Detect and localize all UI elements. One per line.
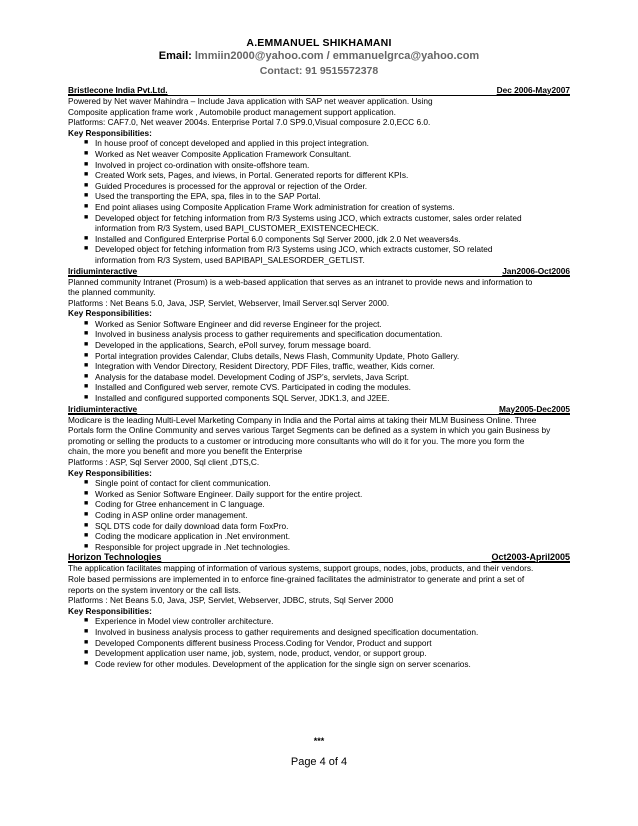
responsibilities-list (68, 138, 570, 265)
company-name: Bristlecone India Pvt.Ltd. (68, 85, 168, 95)
bullet-text: Created Work sets, Pages, and iviews, in Portal. Generated reports for different KPIs. (95, 170, 409, 181)
list-item (68, 223, 570, 234)
description-line: The application facilitates mapping of information of various systems, support groups, nodes, jobs, products, and their vendors. (68, 563, 534, 574)
description-line: Platforms: CAF7.0, Net weaver 2004s. Enterprise Portal 7.0 SP9.0,Visual composure 2.0,ECC 6.0. (68, 117, 431, 128)
square-bullet-icon: ■ (84, 192, 89, 200)
job-header (68, 404, 570, 415)
contact-line: Contact: 91 9515572378 (259, 65, 379, 77)
list-item (68, 382, 570, 393)
square-bullet-icon: ■ (84, 319, 89, 327)
list-item (68, 542, 570, 553)
square-bullet-icon: ■ (84, 139, 89, 147)
square-bullet-icon: ■ (84, 213, 89, 221)
bullet-text: Worked as Senior Software Engineer. Daily support for the entire project. (95, 488, 363, 499)
bullet-text: Developed object for fetching information from R/3 Systems using JCO, which extracts customer, SO related (95, 244, 493, 255)
list-item (68, 627, 570, 638)
list-item (68, 351, 570, 362)
bullet-text: information from R/3 System, used BAPI_CUSTOMER_EXISTENCECHECK. (95, 223, 379, 234)
responsibilities-list (68, 478, 570, 552)
square-bullet-icon: ■ (84, 638, 89, 646)
list-item (68, 372, 570, 383)
bullet-text: Portal integration provides Calendar, Clubs details, News Flash, Community Update, Photo Gallery. (95, 350, 460, 361)
list-item (68, 648, 570, 659)
bullet-text: Developed in the applications, Search, ePoll survey, forum message board. (95, 340, 372, 351)
list-item (68, 234, 570, 245)
square-bullet-icon: ■ (84, 362, 89, 370)
list-item (68, 244, 570, 255)
job-header (68, 266, 570, 277)
square-bullet-icon: ■ (84, 149, 89, 157)
square-bullet-icon: ■ (84, 510, 89, 518)
responsibilities-list (68, 319, 570, 404)
list-item (68, 138, 570, 149)
bullet-text: End point aliases using Composite Application Frame Work administration for creation of systems. (95, 201, 455, 212)
description-line: Powered by Net waver Mahindra – Include Java application with SAP net weaver application. Using (68, 96, 433, 106)
bullet-text: Involved in business analysis process to gather requirements and specification documentation. (95, 329, 443, 340)
responsibilities-heading: Key Responsibilities: (68, 467, 152, 478)
bullet-text: Guided Procedures is processed for the approval or rejection of the Order. (95, 180, 368, 191)
bullet-text: Code review for other modules. Development of the application for the single sign on server scenarios. (95, 658, 471, 669)
list-item (68, 181, 570, 192)
email-value: lmmiin2000@yahoo.com / emmanuelgrca@yahoo.com (194, 50, 480, 62)
square-bullet-icon: ■ (84, 160, 89, 168)
square-bullet-icon: ■ (84, 330, 89, 338)
list-item (68, 255, 570, 266)
responsibilities-heading: Key Responsibilities: (68, 605, 152, 616)
job-entry (68, 552, 570, 669)
bullet-text: Single point of contact for client communication. (95, 478, 271, 489)
square-bullet-icon: ■ (84, 649, 89, 657)
list-item (68, 340, 570, 351)
job-header (68, 552, 570, 563)
bullet-text: Involved in project co-ordination with onsite-offshore team. (95, 159, 310, 170)
bullet-text: Involved in business analysis process to gather requirements and designed specification documentation. (95, 626, 479, 637)
responsibilities-heading: Key Responsibilities: (68, 127, 152, 138)
bullet-text: Developed Components different business Process.Coding for Vendor, Product and support (95, 637, 432, 648)
list-item (68, 160, 570, 171)
bullet-text: information from R/3 System, used BAPIBAPI_SALESORDER_GETLIST. (95, 254, 365, 265)
list-item (68, 191, 570, 202)
square-bullet-icon: ■ (84, 659, 89, 667)
square-bullet-icon: ■ (84, 500, 89, 508)
list-item (68, 170, 570, 181)
list-item (68, 510, 570, 521)
list-item (68, 616, 570, 627)
bullet-text: Analysis for the database model. Development Coding of JSP’s, servlets, Java Script. (95, 371, 409, 382)
bullet-text: In house proof of concept developed and applied in this project integration. (95, 138, 369, 149)
square-bullet-icon: ■ (84, 181, 89, 189)
description-line: Composite application frame work , Automobile product management support application. (68, 106, 396, 117)
square-bullet-icon: ■ (84, 479, 89, 487)
company-name: Horizon Technologies (68, 552, 162, 563)
responsibilities-heading: Key Responsibilities: (68, 308, 152, 319)
job-header (68, 85, 570, 96)
description-line: chain, the more you benefit and more you benefit the Enterprise (68, 446, 303, 457)
square-bullet-icon: ■ (84, 617, 89, 625)
list-item (68, 638, 570, 649)
candidate-name: A.EMMANUEL SHIKHAMANI (246, 37, 392, 49)
list-item (68, 659, 570, 670)
square-bullet-icon: ■ (84, 532, 89, 540)
list-item (68, 521, 570, 532)
square-bullet-icon: ■ (84, 394, 89, 402)
job-dates: May2005-Dec2005 (498, 403, 570, 414)
square-bullet-icon: ■ (84, 521, 89, 529)
bullet-text: Used the transporting the EPA, spa, files in to the SAP Portal. (95, 191, 321, 202)
job-entry (68, 85, 570, 266)
job-dates: Jan2006-Oct2006 (502, 265, 570, 276)
square-bullet-icon: ■ (84, 234, 89, 242)
square-bullet-icon: ■ (84, 627, 89, 635)
list-item (68, 489, 570, 500)
description-line: Platforms : Net Beans 5.0, Java, JSP, Servlet, Webserver, JDBC, struts, Sql Server 2000 (68, 595, 394, 606)
bullet-text: Development application user name, job, system, node, product, vendor, or support group. (95, 648, 427, 659)
bullet-text: Integration with Vendor Directory, Resident Directory, PDF Files, traffic, weather, Kids corner. (95, 361, 435, 372)
square-bullet-icon: ■ (84, 341, 89, 349)
description-line: reports on the system inventory or the call lists. (68, 584, 241, 595)
description-line: the planned community. (68, 287, 156, 298)
job-dates: Oct2003-April2005 (491, 552, 570, 563)
company-name: Iridiuminteractive (68, 265, 138, 276)
job-entry (68, 266, 570, 404)
bullet-text: Worked as Senior Software Engineer and did reverse Engineer for the project. (95, 318, 382, 329)
bullet-text: Coding in ASP online order management. (95, 509, 248, 520)
square-bullet-icon: ■ (84, 489, 89, 497)
description-line: Role based permissions are implemented in to enforce fine-grained facilitates the administrator to generate and print a set of (68, 573, 525, 584)
square-bullet-icon: ■ (84, 245, 89, 253)
square-bullet-icon: ■ (84, 372, 89, 380)
description-line: Platforms : ASP, Sql Server 2000, Sql client ,DTS,C. (68, 457, 260, 467)
square-bullet-icon: ■ (84, 351, 89, 359)
square-bullet-icon: ■ (84, 383, 89, 391)
end-marker: *** (313, 736, 325, 746)
bullet-text: SQL DTS code for daily download data form FoxPro. (95, 520, 289, 531)
description-line: Platforms : Net Beans 5.0, Java, JSP, Servlet, Webserver, Imail Server.sql Server 2000. (68, 297, 390, 308)
list-item (68, 499, 570, 510)
list-item (68, 361, 570, 372)
bullet-text: Responsible for project upgrade in .Net technologies. (95, 541, 291, 552)
company-name: Iridiuminteractive (68, 403, 138, 414)
list-item (68, 531, 570, 542)
bullet-text: Worked as Net weaver Composite Application Framework Consultant. (95, 148, 352, 159)
square-bullet-icon: ■ (84, 542, 89, 550)
description-line: Planned community Intranet (Prosum) is a web-based application that serves as an intranet to provide news and information to (68, 276, 533, 287)
responsibilities-list (68, 616, 570, 669)
list-item (68, 319, 570, 330)
description-line: Modicare is the leading Multi-Level Marketing Company in India and the Portal aims at taking their MLM Business Online. Three (68, 414, 537, 425)
list-item (68, 478, 570, 489)
bullet-text: Installed and Configured Enterprise Portal 6.0 components Sql Server 2000, jdk 2.0 Net weavers4s. (95, 233, 461, 244)
bullet-text: Coding the modicare application in .Net environment. (95, 531, 291, 542)
list-item (68, 213, 570, 224)
list-item (68, 393, 570, 404)
bullet-text: Installed and configured supported components SQL Server, JDK1.3, and J2EE. (95, 393, 390, 404)
email-label: Email: (158, 50, 192, 62)
experience-section (68, 85, 570, 669)
bullet-text: Installed and Configured web server, remote CVS. Participated in coding the modules. (95, 382, 411, 393)
description-line: Portals form the Online Community and serves various Target Segments can be defined as a system in which you gain Business by (68, 425, 551, 436)
list-item (68, 329, 570, 340)
page-number: Page 4 of 4 (290, 756, 348, 768)
job-entry (68, 404, 570, 553)
job-dates: Dec 2006-May2007 (496, 85, 570, 95)
square-bullet-icon: ■ (84, 202, 89, 210)
description-line: promoting or selling the products to a customer or introducing more consultants who will do it for you. The more you form the (68, 435, 525, 446)
list-item (68, 149, 570, 160)
bullet-text: Developed object for fetching information from R/3 Systems using JCO, which extracts customer, sales order related (95, 212, 522, 223)
bullet-text: Experience in Model view controller architecture. (95, 616, 274, 627)
bullet-text: Coding for Gtree enhancement in C language. (95, 499, 265, 510)
email-line (0, 50, 638, 62)
list-item (68, 202, 570, 213)
square-bullet-icon: ■ (84, 171, 89, 179)
